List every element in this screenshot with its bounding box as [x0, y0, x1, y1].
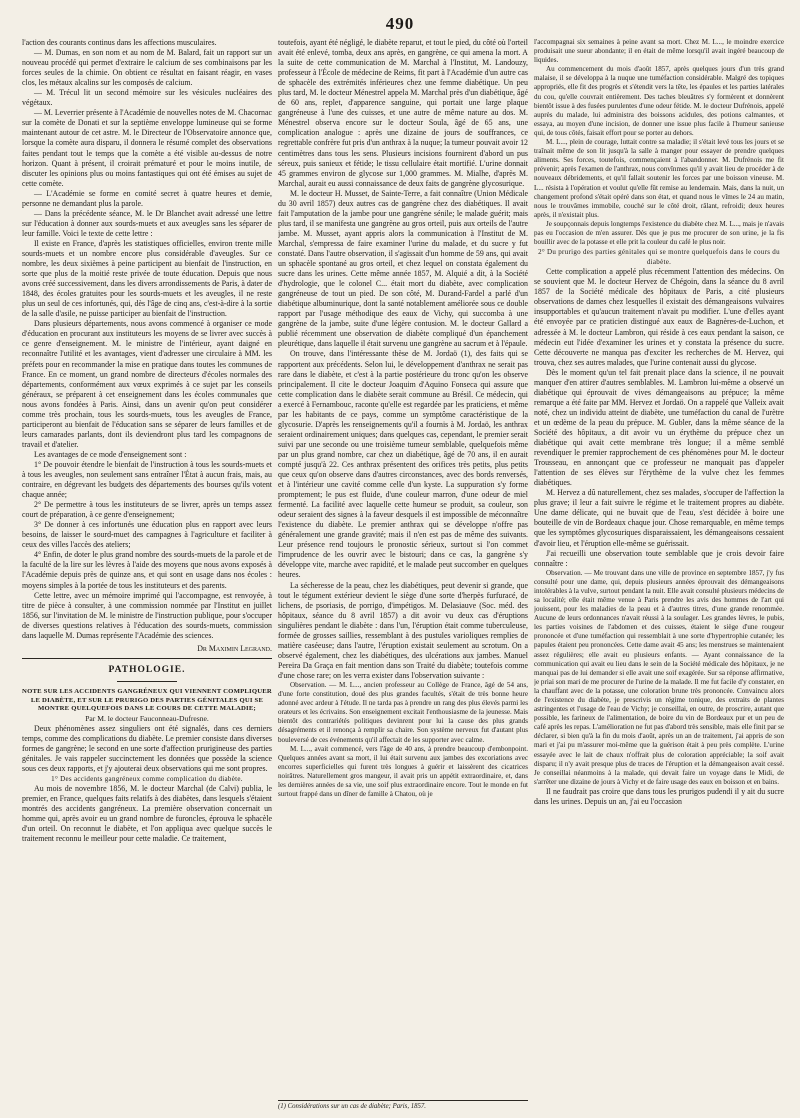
paragraph: J'ai recueilli une observation toute semblable que je crois devoir faire connaître : — [534, 548, 784, 568]
paragraph: Au commencement du mois d'août 1857, après quelques jours d'un très grand malaise, il se développa à la nuque une tuméfaction considérable. Malgré des topiques appropriés, elle fit des progrès et s'étendit vers la tête, les épaules et les parties latérales du cou, qu'elle couvrait entièrement. Des taches bleuâtres s'y formèrent et donnèrent bientôt issue à des fusées purulentes d'une odeur fétide. M. le docteur Dufrénois, appelé auprès du malade, lui administra des boissons acidules, des potions calmantes, et essaya, au moyen d'une incision, de donner une issue plus facile à l'humeur sanieuse qui, de tous côtés, faisait effort pour se porter au dehors. — [534, 65, 784, 137]
column-middle — [278, 38, 528, 1110]
paragraph: — L'Académie se forme en comité secret à quatre heures et demie, personne ne demandant plus la parole. — [22, 188, 272, 208]
observation: Observation. — Me trouvant dans une ville de province en septembre 1857, j'y fus consulté pour une dame, qui, depuis plusieurs années éprouvait des démangeaisons intolérables à la vulve, surtout pendant la nuit. Elle avait consulté plusieurs médecins de sa localité; elle était même venue à Paris prendre les avis des hommes de l'art qui jouissent, pour les maladies de la peau et à d'autres titres, d'une grande renommée. Aucune de leurs ordonnances n'avait réussi à la soulager. Les grandes lèvres, le pubis, les parties voisines de l'abdomen et des cuisses, étaient le siège d'une rougeur prononcée et d'une tuméfaction qui ressemblait à une sorte d'hypertrophie cutanée; les papules étaient peu prononcées. Cette dame avait 45 ans; les menstrues se maintenaient assez régulières; elle avait eu plusieurs enfants. — Ayant connaissance de la communication qui avait eu lieu dans le sein de la Société médicale des hôpitaux, je ne manquai pas de lui demander si elle avait une soif exagérée. Sur sa réponse affirmative, je priai son mari de me procurer de l'urine de la malade. Il me fut facile d'y constater, en la chauffant avec de la potasse, une coloration brune très prononcée. Convaincu alors de l'existence du diabète, je prescrivis un régime tonique, des extraits de plantes astringentes et l'usage de l'eau de Vichy; je conseillai, en outre, de proscrire, autant que possible, les farineux de l'alimentation, de boire du vin de Bordeaux pur et un peu de café après les repas. L'amélioration ne fut pas d'abord très sensible, mais elle finit par se déclarer, si bien qu'à la fin du mois d'août, après un an de traitement, j'ai appris de son mari et j'ai pu m'assurer moi-même que la guérison était à peu près complète. L'urine essayée avec le lait de chaux n'offrait plus de coloration appréciable; la soif avait disparu; il n'y avait presque plus de traces de l'éruption et la démangeaison avait cessé. Je conseillai néanmoins à la malade, qui devait faire un voyage dans le Midi, de s'arrêter une dizaine de jours à Vichy et de faire usage des eaux en boisson et en bains. — [534, 568, 784, 786]
signature: Dr Maximin Legrand. — [197, 643, 272, 653]
paragraph: l'action des courants continus dans les affections musculaires. — [22, 38, 217, 47]
paragraph: M. Hervez a dû naturellement, chez ses malades, s'occuper de l'affection la plus grave; il leur a fait suivre le régime et le traitement propres au diabète. Une dame délicate, qui ne buvait que de l'eau, s'est décidée à boire une bouteille de vin de Bordeaux chaque jour. Chose remarquable, en même temps que les symptômes glycosuriques disparaissaient, les démangeaisons cessaient d'avoir lieu, et l'éruption elle-même se guérissait. — [534, 488, 784, 548]
observation: Observation. — M. L..., ancien professeur au Collège de France, âgé de 54 ans, d'une forte constitution, doué des plus grandes facultés, s'était de très bonne heure adonné avec ardeur à l'étude. Il ne tarda pas à prendre un rang des plus élevés parmi les orateurs et les écrivains. Son enseignement excitait l'enthousiasme de la jeunesse. Mais bientôt des contrariétés politiques devinrent pour lui la cause des plus grands désagréments et il renonça à remplir sa chaire. Son système nerveux fut d'autant plus bouleversé de ces événements qu'il affectait de les supporter avec calme. — [278, 681, 528, 744]
footnote: (1) Considérations sur un cas de diabète; Paris, 1857. — [278, 1100, 528, 1110]
article-author: Par M. le docteur Fauconneau-Dufresne. — [85, 713, 209, 723]
paragraph: 1° De pouvoir étendre le bienfait de l'instruction à tous les sourds-muets et à tous les aveugles, non seulement sans entraîner l'État à aucun frais, mais, au contraire, en dégrevant les budgets des départements des bourses qu'ils votent chaque année; — [22, 459, 272, 500]
subheading: 1° Des accidents gangréneux comme complication du diabète. — [51, 774, 243, 783]
paragraph: Dans plusieurs départements, nous avons commencé à organiser ce mode d'éducation en procurant aux instituteurs les moyens de se livrer avec succès à ce genre d'enseignement. M. le ministre de l'intérieur, ayant daigné en reconnaître l'utilité et les avantages, vient d'adresser une circulaire à MM. les préfets pour en recommander la mise en pratique dans toutes les communes de France. En ce moment, un grand nombre de directeurs d'écoles normales des départements, conformément aux vœux exprimés à ce sujet par les conseils généraux, se préparent à cet enseignement dans les écoles communales que nous avons fondées à Paris. Ainsi, dans un avenir qu'on peut considérer comme très prochain, tous les sourds-muets, tous les aveugles de France, participeront au bienfait de l'éducation sans se séparer de leurs familles et de leurs camarades parlants, dont ils deviendront plus tard les compagnons de travail et d'atelier. — [22, 319, 272, 449]
paragraph: Deux phénomènes assez singuliers ont été signalés, dans ces derniers temps, comme des complications du diabète. Le premier consiste dans diverses formes de gangrène; le second en une sorte d'affection prurigineuse des parties génitales. Je vais rappeler succinctement les données que possède la science sous ces deux rapports, et j'y ajouterai deux observations qui me sont propres. — [22, 723, 272, 773]
paragraph: 4° Enfin, de doter le plus grand nombre des sourds-muets de la parole et de la faculté de la lire sur les lèvres à l'aide des moyens que nous avons exposés à l'Académie depuis près de quinze ans, et qui sont en usage dans nos écoles : moyens simples à la portée de tous les instituteurs et des parents. — [22, 550, 272, 590]
paragraph: Cette lettre, avec un mémoire imprimé qui l'accompagne, est renvoyée, à titre de pièce à consulter, à une commission nommée par l'Institut en juillet 1856, sur l'invitation de M. le ministre de l'instruction publique, pour s'occuper de diverses questions relatives à l'éducation des sourds-muets, commission dans laquelle M. Dumas représente l'Académie des sciences. — [22, 590, 272, 640]
paragraph: l'accompagnai six semaines à peine avant sa mort. Chez M. L..., le moindre exercice produisait une sueur abondante; il en était de même lorsqu'il avait ingéré beaucoup de liquides. — [534, 38, 784, 65]
paragraph: M. L..., plein de courage, luttait contre sa maladie; il s'était levé tous les jours et se traînait même de son lit jusqu'à la salle à manger pour essayer de prendre quelques aliments. Ses forces, toutefois, commençaient à l'abandonner. M. Dufrénois me fit prévenir; après l'examen de l'anthrax, nous convînmes qu'il y avait lieu de procéder à de nouveaux débridements, et qu'il fallait soutenir les forces par une boisson vineuse. M. L... résista à l'opération et voulut qu'elle fût remise au lendemain. Mais, dans la nuit, un changement profond s'était opéré dans son état, et quand nous le vîmes le 24 au matin, nous le trouvâmes immobile, couché sur le côté droit, râlant, refroidi; deux heures après, il n'existait plus. — [534, 138, 784, 219]
column-left — [22, 38, 272, 1110]
paragraph: — M. Trécul lit un second mémoire sur les vésicules nucléaires des végétaux. — [22, 88, 272, 108]
divider — [117, 681, 177, 682]
observation: M. L..., avait commencé, vers l'âge de 40 ans, à prendre beaucoup d'embonpoint. Quelques années avant sa mort, il lui était survenu aux jambes des excoriations avec encorres superficielles qui furent très longues à guérir et laissèrent des cicatrices noirâtres. Naturellement gros mangeur, il avait pris un appétit extraordinaire, et, dans les dernières années de sa vie, une soif plus extraordinaire encore. Tout le monde en fut surtout frappé dans un dîner de famille à Chatou, où je — [278, 744, 528, 799]
paragraph: Les avantages de ce mode d'enseignement sont : — [34, 449, 187, 459]
paragraph: Il existe en France, d'après les statistiques officielles, environ trente mille sourds-muets et un nombre encore plus considérable d'aveugles. Sur ce nombre, les deux sixièmes à peine participent au bienfait de l'instruction, en sorte que plus de la moitié reste privée de toute éducation. Depuis que nous avons créé successivement, dans les divers arrondissements de Paris, à dater de 1848, des écoles gratuites pour les sourds-muets et les aveugles, il ne reste plus un seul de ces infortunés, qui, dès l'âge de cinq ans, c'est-à-dire à la sortie de la salle d'asile, ne puisse participer au bienfait de l'instruction. — [22, 238, 272, 319]
paragraph: 3° De donner à ces infortunés une éducation plus en rapport avec leurs besoins, de laisser le sourd-muet des campagnes à l'agriculture et faciliter à ceux des villes l'accès des ateliers; — [22, 520, 272, 550]
paragraph: Dès le moment qu'un tel fait prenait place dans la science, il ne pouvait manquer d'en attirer d'autres semblables. M. Lambron lui-même a observé un diabétique qui éprouvait de vives démangeaisons au prépuce; la même remarque a été faite par MM. Hervez et Jordaö. On a rappelé que Valleix avait noté, chez un individu atteint de diabète, une tuméfaction du canal de l'urètre et un œdème de la peau du prépuce. M. Gubler, dans la même séance de la Société des hôpitaux, a dit avoir vu un érythème du prépuce chez un diabétique qui avait cette membrane très longue; il a même semblé revendiquer le premier rapprochement de ces phénomènes pour M. le docteur Trousseau, en annonçant que ce professeur ne manquait pas d'appeler l'attention de ses élèves sur l'érythème de la vulve chez les femmes diabétiques. — [534, 367, 784, 488]
paragraph: Je soupçonnais depuis longtemps l'existence du diabète chez M. L..., mais je n'avais pas eu l'occasion de m'en assurer. Dès que je pus me procurer de son urine, je la fis bouillir avec de la potasse et elle prit la couleur du café le plus noir. — [534, 219, 784, 247]
paragraph: — Dans la précédente séance, M. le Dr Blanchet avait adressé une lettre sur l'éducation à donner aux sourds-muets et aux aveugles sans les séparer de leur famille. Voici le texte de cette lettre : — [22, 208, 272, 238]
section-title: PATHOLOGIE. — [108, 664, 186, 675]
paragraph: — M. Dumas, en son nom et au nom de M. Balard, fait un rapport sur un nouveau procédé qui permet d'extraire le calcium de ses combinaisons par les forces seules de la chimie. On obtient ce résultat en faisant réagir, en vases clos, les métaux alcalins sur les composés de calcium. — [22, 48, 272, 88]
paragraph: Cette complication a appelé plus récemment l'attention des médecins. On se souvient que M. le docteur Hervez de Chégoin, dans la séance du 8 avril 1857 de la Société médicale des hôpitaux de Paris, a cité plusieurs observations de dames chez lesquelles il existait des démangeaisons vulvaires insupportables et qu'aucun traitement n'avait pu modifier. L'une d'elles ayant été envoyée par ce praticien distingué aux eaux de Bagnères-de-Luchon, et adressée à M. le docteur Lambron, qui réside à ces eaux pendant la saison, ce médecin eut l'idée d'examiner les urines et y constata la présence du sucre. Cette découverte ne manqua pas d'exciter les recherches de M. Hervez, qui trouva, chez ses autres malades, que l'urine contenait aussi du glycose. — [534, 267, 784, 367]
article-title: NOTE SUR LES ACCIDENTS GANGRÉNEUX QUI VIENNENT COMPLIQUER LE DIABÈTE, ET SUR LE PRURIGO DES PARTIES GÉNITALES QUI SE MONTRE QUELQUEFOIS DANS LE COURS DE CETTE MALADIE; — [22, 687, 272, 713]
paragraph: Il ne faudrait pas croire que dans tous les prurigos pudendi il y ait du sucre dans les urines. Depuis un an, j'ai eu l'occasion — [534, 786, 784, 806]
page-number: 490 — [385, 14, 415, 33]
paragraph: La sécheresse de la peau, chez les diabétiques, peut devenir si grande, que tout le tégument extérieur devient le siège d'une sorte d'herpès furfuracé, de lichens, de psoriasis, de porrigo, d'impétigos. M. Delasiauve (Soc. méd. des hôpitaux, séance du 8 avril 1857) a dit avoir vu deux cas d'éruptions singulières pendant le diabète : dans l'un, l'éruption était comme tuberculeuse, formée de grosses saillies, ressemblant à des pustules varioliques remplies de matière caséeuse; dans l'autre, l'éruption existait seulement au scrotum. On a observé également, chez les diabétiques, des ulcérations aux jambes. Manuel Pereira Da Graça en fait mention dans son Traité du diabète; toutefois comme d'une chose rare; on les verra exister dans l'observation suivante : — [278, 580, 528, 680]
paragraph: Au mois de novembre 1856, M. le docteur Marchal (de Calvi) publia, le premier, en France, quelques faits relatifs à des diabètes, dans lesquels s'étaient montrés des accidents gangréneux. La première observation concernait un homme qui, après avoir eu un grand nombre de furoncles, éprouva le sphacèle d'un orteil. On reconnut le diabète, et l'on appliqua avec quelque succès le traitement reconnu le meilleur pour cette maladie. Ce traitement, — [22, 784, 272, 844]
column-right — [534, 38, 784, 1110]
paragraph: toutefois, ayant été négligé, le diabète reparut, et tout le pied, du côté où l'orteil avait été enlevé, tomba, deux ans après, en gangrène, ce qui amena la mort. A la suite de cette communication de M. Marchal à l'Institut, M. Landouzy, professeur à l'École de médecine de Reims, fit part à l'Académie d'un autre cas de sphacèle des extrémités inférieures chez une femme diabétique. Un peu plus tard, M. le docteur Ménestrel appela M. Marchal près d'un diabétique, âgé de 60 ans, replet, d'apparence sanguine, qui portait une large plaque gangréneuse à l'une des cuisses, et une autre de même nature au dos. M. Ménestrel observa encore sur le docteur Soula, âgé de 65 ans, une complication analogue : après une dizaine de jours de souffrances, ce regrettable confrère fut pris d'un anthrax à la nuque; la tumeur pouvait avoir 12 centimètres dans tous les sens. Plusieurs incisions fournirent d'abord un pus séreux, puis sanieux et fétide; le tissu cellulaire était mortifié. L'urine donnait 45 grammes environ de glycose sur 1,000 grammes. M. Mialhe, d'après M. Marchal, aurait eu aussi connaissance de deux faits de gangrène glycosurique. — [278, 38, 528, 188]
paragraph: 2° De permettre à tous les instituteurs de se livrer, après un temps assez court de préparation, à ce genre d'enseignement; — [22, 500, 272, 520]
paragraph: M. le docteur H. Musset, de Sainte-Terre, a fait connaître (Union Médicale du 30 avril 1857) deux autres cas de gangrène chez des diabétiques. Il avait fait l'amputation de la jambe pour une gangrène sénile; le malade guérit; mais plus tard, il se manifesta une gangrène au gros orteil, puis aux orteils de l'autre jambe. M. Musset, ayant appris alors la communication à l'Institut de M. Marchal, s'empressa de faire examiner l'urine du malade, et du sucre y fut constaté. Dans l'autre observation, il s'agissait d'un homme de 59 ans, qui avait un sphacèle spontané au gros orteil, et chez lequel on constata également du sucre dans les urines. Cette même année 1857, M. Alquié a dit, à la Société d'hydrologie, que le colonel C... était mort du diabète, avec complication gangréneuse de tout un pied. De son côté, M. Durand-Fardel a parlé d'un diabétique albuminurique, dont la santé notablement améliorée sous ce double rapport par l'usage méthodique des eaux de Vichy, qui succomba à une gangrène de la jambe, suite d'une légère contusion. M. le docteur Gallard a publié récemment une observation de diabète compliqué d'un épanchement pleurétique, dans laquelle il était survenu une gangrène au sacrum et à l'épaule. — [278, 188, 528, 349]
paragraph: — M. Leverrier présente à l'Académie de nouvelles notes de M. Chacornac sur la comète de Donati et sur la septième enveloppe lumineuse qui se forme maintenant autour de cet astre. M. le Directeur de l'Observatoire annonce que, lorsque la comète aura disparu, il donnera le résumé complet des observations faites pendant tout le temps que la comète a été visible au-dessus de notre horizon. Quant à présent, il croirait prématuré et pour le moins inutile, de discuter les opinions plus ou moins fantastiques qui ont été émises au sujet de cette comète. — [22, 108, 272, 188]
divider — [22, 658, 272, 659]
paragraph: On trouve, dans l'intéressante thèse de M. Jordaö (1), des faits qui se rapportent aux précédents. Selon lui, le développement d'anthrax ne serait pas rare dans le diabète, et c'est à la partie postérieure du tronc qu'on les observe principalement. Il cite le docteur Joaquim d'Aquino Fonseca qui assure que cette complication dans le diabète serait commune au Brésil. Ce médecin, qui a exercé à Fernambouc, raconte qu'elle est regardée par les praticiens, et même par les habitants de ce pays, comme un symptôme caractéristique de la glycosurie. D'après les renseignements qu'il a fournis à M. Jordaö, les anthrax seraient ordinairement uniques; dans quelques cas, cependant, le premier serait suivi par une seconde ou une troisième tumeur semblable, quelquefois même par un plus grand nombre, car chez un diabétique, âgé de 70 ans, il en aurait compté jusqu'à 22. Ces anthrax présentent des orifices très petits, plus petits que ceux qu'on observe dans d'autres circonstances, avec des bords renversés, et à l'intérieur une cavité comme celle d'un kyste. La suppuration s'y forme promptement; le pus est fluide, d'une couleur marron, d'une odeur de miel fermenté. La facilité avec laquelle cette humeur se produit, sa couleur, son odeur seraient des signes à la faveur desquels il est impossible de méconnaître l'existence du diabète. Le premier anthrax qui se développe n'offre pas généralement une grande gravité; mais il n'en est pas de même des suivants. Leur présence rend toujours le pronostic sérieux, surtout si l'on commet l'imprudence de les ouvrir avec le bistouri; dans ce cas, la gangrène s'y développe vite, marche avec rapidité, et le malade peut succomber en quelques heures. — [278, 349, 528, 580]
subheading: 2° Du prurigo des parties génitales qui se montre quelquefois dans le cours du diabète. — [538, 248, 780, 267]
